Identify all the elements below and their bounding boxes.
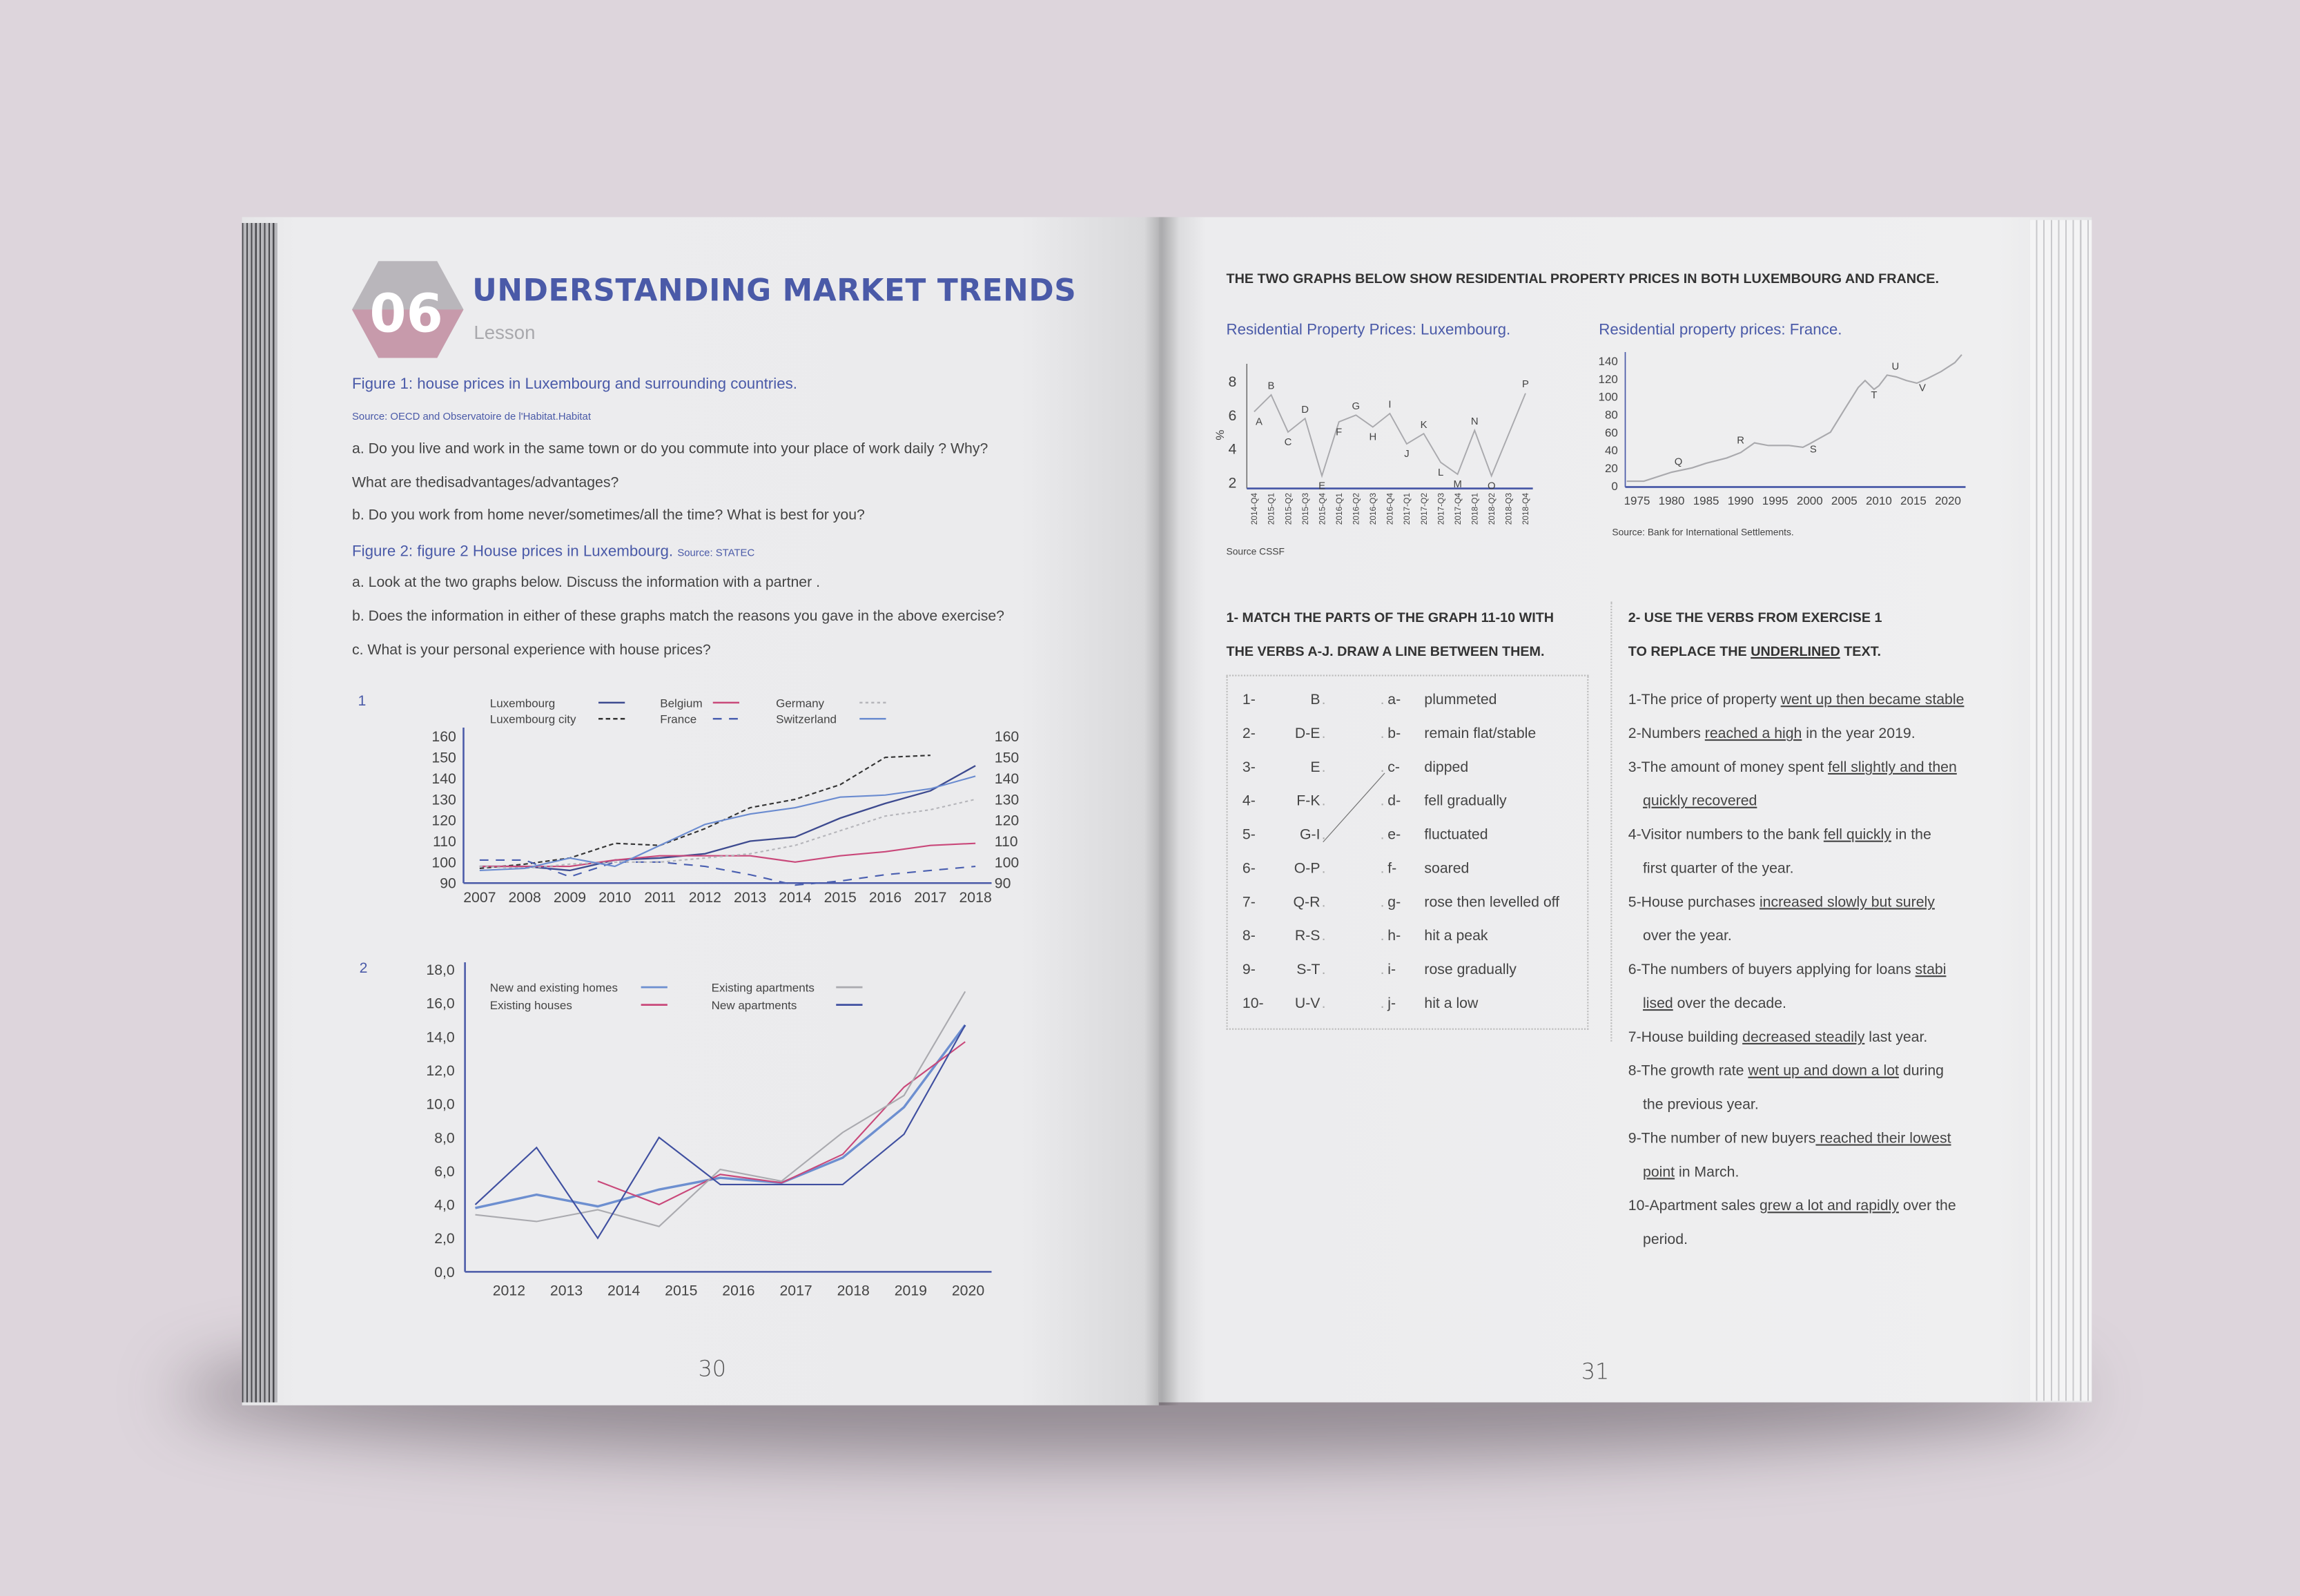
- match-row-graph-part: U-V: [1294, 995, 1320, 1013]
- lux-chart-title: Residential Property Prices: Luxembourg.: [1226, 321, 1511, 339]
- fig1-y-tick-left: 110: [432, 833, 456, 850]
- match-row-letter: i-: [1387, 962, 1396, 979]
- fig2-x-tick: 2014: [607, 1282, 641, 1299]
- sentence-text: over the year.: [1643, 928, 1732, 945]
- match-dot-right[interactable]: .: [1380, 995, 1385, 1013]
- underlined-text: grew a lot and rapidly: [1759, 1198, 1899, 1215]
- match-row-letter: c-: [1387, 759, 1400, 777]
- fig1-y-tick-left: 150: [431, 749, 456, 766]
- match-row-letter: f-: [1387, 861, 1397, 877]
- sentence-text: 6-The numbers of buyers applying for loans: [1628, 962, 1916, 979]
- fr-y-tick: 0: [1611, 479, 1618, 493]
- fig1-x-tick: 2013: [734, 888, 767, 906]
- underlined-text: quickly recovered: [1643, 793, 1757, 810]
- sentence-line: [1628, 1064, 1944, 1080]
- lux-y-tick: 6: [1228, 407, 1237, 424]
- lux-point-label: J: [1404, 449, 1410, 460]
- match-row-verb: rose gradually: [1424, 962, 1517, 979]
- sentence-line: [1643, 1165, 1739, 1180]
- lux-x-tick: 2016-Q3: [1368, 493, 1378, 525]
- underlined-text: stabi: [1915, 962, 1947, 979]
- question-a2: What are thedisadvantages/advantages?: [352, 475, 619, 492]
- lux-y-label: %: [1213, 429, 1227, 440]
- match-row-number: 1-: [1242, 692, 1256, 709]
- sentence-text: during: [1898, 1063, 1944, 1080]
- lux-chart-source: Source CSSF: [1226, 547, 1285, 558]
- fig1-series-line-0: [480, 766, 975, 870]
- fig2-series-line-3: [476, 1025, 966, 1238]
- lux-point-label: G: [1352, 400, 1361, 412]
- sentence-text: in March.: [1675, 1165, 1739, 1181]
- fig1-x-tick: 2017: [914, 888, 947, 906]
- fig1-y-tick-left: 130: [431, 791, 456, 808]
- match-row-verb: plummeted: [1424, 692, 1497, 709]
- lux-point-label: E: [1318, 480, 1326, 492]
- figure1-source: Source: OECD and Observatoire de l'Habitat.Habitat: [352, 412, 591, 422]
- fig2-x-tick: 2013: [549, 1282, 583, 1299]
- fig1-legend-label: France: [660, 712, 697, 726]
- fig1-y-tick-right: 140: [994, 770, 1020, 787]
- underlined-text: fell slightly and then: [1828, 759, 1957, 777]
- match-dot-left[interactable]: .: [1321, 962, 1326, 979]
- match-row-verb: rose then levelled off: [1424, 895, 1560, 911]
- sentence-text: period.: [1643, 1232, 1688, 1249]
- fr-point-label: Q: [1674, 456, 1683, 468]
- underlined-text: point: [1643, 1165, 1675, 1181]
- match-row-number: 10-: [1242, 995, 1264, 1013]
- question2-b: b. Does the information in either of these graphs match the reasons you gave in the above exercise?: [352, 608, 1005, 625]
- sentence-line: [1628, 895, 1935, 911]
- fr-x-tick: 1990: [1727, 494, 1754, 507]
- match-row-graph-part: R-S: [1294, 928, 1320, 945]
- fig1-y-tick-left: 100: [431, 854, 456, 871]
- match-dot-left[interactable]: .: [1321, 861, 1326, 877]
- figure2-caption-text: Figure 2: figure 2 House prices in Luxembourg.: [352, 543, 674, 561]
- lux-y-tick: 4: [1228, 440, 1237, 458]
- lux-x-tick: 2015-Q2: [1283, 493, 1294, 525]
- sentence-text: in the year 2019.: [1802, 726, 1916, 743]
- fr-y-tick: 20: [1604, 461, 1618, 475]
- fig1-legend-label: Luxembourg: [489, 697, 556, 710]
- lux-point-label: L: [1437, 467, 1444, 478]
- fig1-x-tick: 2016: [868, 888, 902, 906]
- lux-point-label: D: [1301, 404, 1309, 416]
- lux-x-tick: 2016-Q4: [1385, 493, 1395, 525]
- match-row-number: 3-: [1242, 759, 1256, 777]
- exercise2-heading-line1: 2- USE THE VERBS FROM EXERCISE 1: [1628, 610, 1882, 625]
- sentence-text: 7-House building: [1628, 1029, 1743, 1047]
- fig2-y-tick: 14,0: [426, 1029, 455, 1046]
- fr-point-label: T: [1871, 389, 1878, 401]
- match-dot-left[interactable]: .: [1321, 692, 1326, 709]
- underlined-text: decreased steadily: [1742, 1029, 1865, 1047]
- sentence-text: last year.: [1864, 1029, 1928, 1047]
- figure1-caption: Figure 1: house prices in Luxembourg and surrounding countries.: [352, 376, 797, 393]
- figure2-source: Source: STATEC: [677, 548, 755, 559]
- heading-underlined: UNDERLINED: [1751, 643, 1840, 659]
- fig1-y-tick-left: 90: [440, 875, 456, 892]
- fr-x-tick: 1975: [1624, 494, 1650, 507]
- match-dot-right[interactable]: .: [1380, 726, 1385, 743]
- lux-point-label: A: [1256, 416, 1263, 428]
- match-row-graph-part: G-I: [1299, 827, 1320, 844]
- fig1-x-tick: 2011: [644, 888, 676, 906]
- lux-x-tick: 2017-Q4: [1452, 493, 1463, 525]
- match-row-graph-part: Q-R: [1293, 895, 1320, 911]
- match-row-verb: dipped: [1424, 759, 1469, 777]
- sentence-line: [1628, 962, 1947, 978]
- lux-x-tick: 2015-Q3: [1300, 493, 1310, 525]
- sentence-text: over the: [1898, 1198, 1956, 1215]
- fig2-y-tick: 18,0: [426, 962, 455, 979]
- fig1-y-tick-right: 90: [994, 875, 1011, 892]
- fig2-legend-label: New and existing homes: [489, 981, 618, 995]
- lux-x-tick: 2018-Q3: [1503, 493, 1514, 525]
- fig2-x-tick: 2018: [837, 1282, 870, 1299]
- fig1-y-tick-right: 160: [994, 728, 1020, 746]
- question2-c: c. What is your personal experience with house prices?: [352, 642, 711, 659]
- sentence-text: 3-The amount of money spent: [1628, 759, 1829, 777]
- drawn-match-line: [1323, 773, 1385, 842]
- fig2-x-tick: 2015: [665, 1282, 698, 1299]
- fr-x-tick: 2010: [1865, 494, 1892, 507]
- sentence-line: [1628, 1198, 1956, 1214]
- fig2-y-tick: 2,0: [434, 1230, 455, 1247]
- fr-point-label: V: [1918, 382, 1926, 394]
- match-row-number: 4-: [1242, 793, 1256, 810]
- match-dot-right[interactable]: .: [1380, 793, 1385, 810]
- match-row-letter: j-: [1387, 995, 1396, 1013]
- lux-x-tick: 2017-Q2: [1419, 493, 1429, 525]
- sentence-line: [1628, 726, 1916, 742]
- fig2-x-tick: 2016: [722, 1282, 755, 1299]
- match-dot-right[interactable]: .: [1380, 759, 1385, 777]
- sentence-text: 8-The growth rate: [1628, 1063, 1748, 1080]
- lux-point-label: F: [1336, 427, 1343, 438]
- lux-point-label: O: [1488, 480, 1496, 492]
- match-row-number: 8-: [1242, 928, 1256, 945]
- sentence-line: [1628, 1131, 1951, 1147]
- sentence-text: 5-House purchases: [1628, 895, 1760, 911]
- fig1-y-tick-left: 120: [431, 812, 456, 829]
- fig2-y-tick: 4,0: [434, 1196, 455, 1214]
- lux-point-label: I: [1388, 399, 1392, 411]
- fig2-legend-label: Existing houses: [489, 999, 572, 1013]
- fr-x-tick: 2020: [1935, 494, 1961, 507]
- fig2-legend-label: New apartments: [711, 999, 797, 1013]
- underlined-text: reached a high: [1704, 726, 1802, 743]
- sentence-text: first quarter of the year.: [1643, 861, 1794, 877]
- fig2-x-tick: 2012: [492, 1282, 526, 1299]
- fig1-x-tick: 2018: [959, 888, 992, 906]
- fig1-legend-label: Luxembourg city: [489, 712, 576, 726]
- fig1-legend-label: Switzerland: [776, 712, 837, 726]
- match-row-letter: a-: [1387, 692, 1401, 709]
- match-row-number: 2-: [1242, 726, 1256, 743]
- match-row-letter: e-: [1387, 827, 1401, 844]
- match-dot-right[interactable]: .: [1380, 895, 1385, 911]
- exercise1-heading-line1: 1- MATCH THE PARTS OF THE GRAPH 11-10 WITH: [1226, 610, 1555, 625]
- fr-x-tick: 2015: [1900, 494, 1927, 507]
- lux-point-label: K: [1420, 419, 1427, 431]
- fig1-y-tick-left: 140: [431, 770, 456, 787]
- sentence-text: in the: [1891, 827, 1931, 844]
- match-row-verb: fluctuated: [1424, 827, 1488, 844]
- lux-point-label: M: [1453, 479, 1462, 491]
- page-subtitle: Lesson: [474, 321, 536, 344]
- heading-text: TEXT.: [1840, 643, 1882, 659]
- fr-y-tick: 100: [1598, 390, 1618, 404]
- fig1-x-tick: 2008: [508, 888, 541, 906]
- fr-point-label: U: [1891, 361, 1900, 373]
- fr-x-tick: 1995: [1762, 494, 1789, 507]
- lux-x-tick: 2014-Q4: [1249, 493, 1260, 525]
- match-row-graph-part: B: [1310, 692, 1320, 709]
- match-row-verb: hit a low: [1424, 995, 1479, 1013]
- lux-x-tick: 2018-Q2: [1487, 493, 1497, 525]
- lux-point-label: C: [1284, 436, 1292, 448]
- fig1-legend-label: Belgium: [660, 697, 703, 710]
- sentence-text: over the decade.: [1673, 995, 1786, 1013]
- match-dot-left[interactable]: .: [1321, 793, 1326, 810]
- match-row-graph-part: O-P: [1294, 861, 1320, 877]
- page-title: UNDERSTANDING MARKET TRENDS: [472, 273, 1077, 309]
- lux-point-label: P: [1521, 379, 1529, 391]
- lux-point-label: H: [1369, 431, 1377, 443]
- fig1-x-tick: 2012: [688, 888, 721, 906]
- sentence-line: [1628, 1030, 1928, 1046]
- fr-y-tick: 60: [1604, 426, 1618, 440]
- fr-x-tick: 2005: [1831, 494, 1858, 507]
- sentence-text: the previous year.: [1643, 1097, 1759, 1113]
- fig1-y-tick-right: 110: [994, 833, 1018, 850]
- lux-x-tick: 2018-Q1: [1470, 493, 1480, 525]
- fig1-y-tick-right: 150: [994, 749, 1020, 766]
- fr-y-tick: 80: [1604, 408, 1618, 422]
- sentence-text: 1-The price of property: [1628, 692, 1781, 709]
- match-row-graph-part: S-T: [1296, 962, 1320, 979]
- match-dot-left[interactable]: .: [1321, 759, 1326, 777]
- fr-x-tick: 2000: [1796, 494, 1823, 507]
- sentence-line: [1643, 794, 1757, 810]
- chart1-number: 1: [358, 694, 367, 710]
- lux-point-label: B: [1267, 380, 1275, 392]
- fig2-x-tick: 2019: [894, 1282, 927, 1299]
- match-dot-right[interactable]: .: [1380, 962, 1385, 979]
- fig1-x-tick: 2015: [823, 888, 857, 906]
- fr-y-tick: 40: [1604, 444, 1618, 458]
- match-dot-left[interactable]: .: [1321, 995, 1326, 1013]
- fr-y-tick: 140: [1598, 355, 1618, 369]
- fig2-y-tick: 12,0: [426, 1062, 455, 1079]
- question2-a: a. Look at the two graphs below. Discuss the information with a partner .: [352, 575, 821, 592]
- question-a1: a. Do you live and work in the same town or do you commute into your place of work daily ? Why?: [352, 441, 988, 458]
- france-chart-source: Source: Bank for International Settlements.: [1612, 528, 1794, 538]
- sentence-line: [1628, 760, 1957, 776]
- match-row-verb: hit a peak: [1424, 928, 1488, 945]
- match-dot-left[interactable]: .: [1321, 827, 1326, 844]
- fig1-legend-label: Germany: [776, 697, 825, 710]
- fig2-y-tick: 16,0: [426, 995, 455, 1012]
- lux-x-tick: 2015-Q4: [1317, 493, 1327, 525]
- fr-point-label: R: [1737, 435, 1745, 447]
- lux-x-tick: 2017-Q1: [1402, 493, 1412, 525]
- match-dot-right[interactable]: .: [1380, 928, 1385, 945]
- fig2-x-tick: 2020: [951, 1282, 985, 1299]
- underlined-text: reached their lowest: [1815, 1131, 1951, 1147]
- page-number-left: 30: [698, 1355, 727, 1382]
- fig1-series-line-1: [480, 755, 930, 868]
- fig1-x-tick: 2007: [463, 888, 496, 906]
- fr-point-label: S: [1809, 444, 1817, 456]
- sentence-text: 2-Numbers: [1628, 726, 1705, 743]
- fig2-y-tick: 6,0: [434, 1162, 455, 1180]
- fig1-x-tick: 2009: [553, 888, 587, 906]
- match-row-letter: b-: [1387, 726, 1401, 743]
- match-row-letter: h-: [1387, 928, 1401, 945]
- fig2-series-line-2: [476, 991, 966, 1226]
- sentence-line: [1643, 1098, 1759, 1113]
- sentence-line: [1643, 928, 1732, 944]
- fig1-y-tick-right: 130: [994, 791, 1020, 808]
- fig2-legend-label: Existing apartments: [711, 981, 815, 995]
- match-row-verb: soared: [1424, 861, 1470, 877]
- underlined-text: increased slowly but surely: [1759, 895, 1935, 911]
- fig1-series-line-4: [480, 799, 975, 868]
- match-row-number: 7-: [1242, 895, 1256, 911]
- fig1-y-tick-right: 100: [994, 854, 1020, 871]
- exercise1-heading-line2: THE VERBS A-J. DRAW A LINE BETWEEN THEM.: [1226, 643, 1545, 659]
- fig1-series-line-3: [480, 860, 975, 885]
- fr-x-tick: 1985: [1693, 494, 1719, 507]
- match-row-letter: g-: [1387, 895, 1401, 911]
- match-row-verb: fell gradually: [1424, 793, 1507, 810]
- heading-text: TO REPLACE THE: [1628, 643, 1751, 659]
- question-b: b. Do you work from home never/sometimes/all the time? What is best for you?: [352, 507, 865, 524]
- fig2-y-tick: 10,0: [426, 1096, 455, 1113]
- sentence-text: 4-Visitor numbers to the bank: [1628, 827, 1824, 844]
- match-row-number: 5-: [1242, 827, 1256, 844]
- fig1-y-tick-left: 160: [431, 728, 456, 746]
- match-dot-left[interactable]: .: [1321, 726, 1326, 743]
- right-page-heading: THE TWO GRAPHS BELOW SHOW RESIDENTIAL PROPERTY PRICES IN BOTH LUXEMBOURG AND FRANCE.: [1226, 271, 1939, 286]
- match-row-graph-part: F-K: [1296, 793, 1320, 810]
- fig2-y-tick: 0,0: [434, 1263, 455, 1281]
- underlined-text: went up and down a lot: [1748, 1063, 1899, 1080]
- lux-point-label: N: [1470, 416, 1479, 427]
- match-row-verb: remain flat/stable: [1424, 726, 1537, 743]
- sentence-line: [1643, 1232, 1688, 1248]
- match-row-number: 6-: [1242, 861, 1256, 877]
- fig1-x-tick: 2014: [779, 888, 812, 906]
- badge-number: 06: [369, 283, 443, 345]
- match-dot-right[interactable]: .: [1380, 692, 1385, 709]
- underlined-text: lised: [1643, 995, 1673, 1013]
- match-dot-right[interactable]: .: [1380, 827, 1385, 844]
- sentence-line: [1643, 861, 1794, 877]
- fr-x-tick: 1980: [1658, 494, 1685, 507]
- sentence-line: [1643, 996, 1786, 1012]
- lux-x-tick: 2015-Q1: [1266, 493, 1276, 525]
- fr-y-tick: 120: [1598, 372, 1618, 386]
- lux-y-tick: 8: [1228, 373, 1237, 390]
- lux-y-tick: 2: [1228, 474, 1237, 492]
- sentence-text: 10-Apartment sales: [1628, 1198, 1760, 1215]
- fig1-y-tick-right: 120: [994, 812, 1020, 829]
- sentence-line: [1628, 692, 1965, 708]
- match-row-graph-part: E: [1310, 759, 1320, 777]
- fig1-x-tick: 2010: [598, 888, 632, 906]
- sentence-text: 9-The number of new buyers: [1628, 1131, 1816, 1147]
- match-row-number: 9-: [1242, 962, 1256, 979]
- underlined-text: fell quickly: [1823, 827, 1891, 844]
- match-dot-right[interactable]: .: [1380, 861, 1385, 877]
- fig2-series-line-0: [476, 1025, 966, 1208]
- sentence-line: [1628, 828, 1931, 844]
- lux-x-tick: 2018-Q4: [1521, 493, 1531, 525]
- match-row-graph-part: D-E: [1294, 726, 1320, 743]
- chart2-number: 2: [359, 960, 368, 977]
- fig2-x-tick: 2017: [779, 1282, 812, 1299]
- france-chart-title: Residential property prices: France.: [1599, 321, 1842, 339]
- lux-x-tick: 2016-Q2: [1351, 493, 1361, 525]
- match-dot-left[interactable]: .: [1321, 895, 1326, 911]
- lux-x-tick: 2017-Q3: [1436, 493, 1446, 525]
- page-number-right: 31: [1581, 1358, 1610, 1385]
- fig2-y-tick: 8,0: [434, 1129, 455, 1147]
- lux-x-tick: 2016-Q1: [1334, 493, 1344, 525]
- underlined-text: went up then became stable: [1780, 692, 1965, 709]
- match-row-letter: d-: [1387, 793, 1401, 810]
- match-dot-left[interactable]: .: [1321, 928, 1326, 945]
